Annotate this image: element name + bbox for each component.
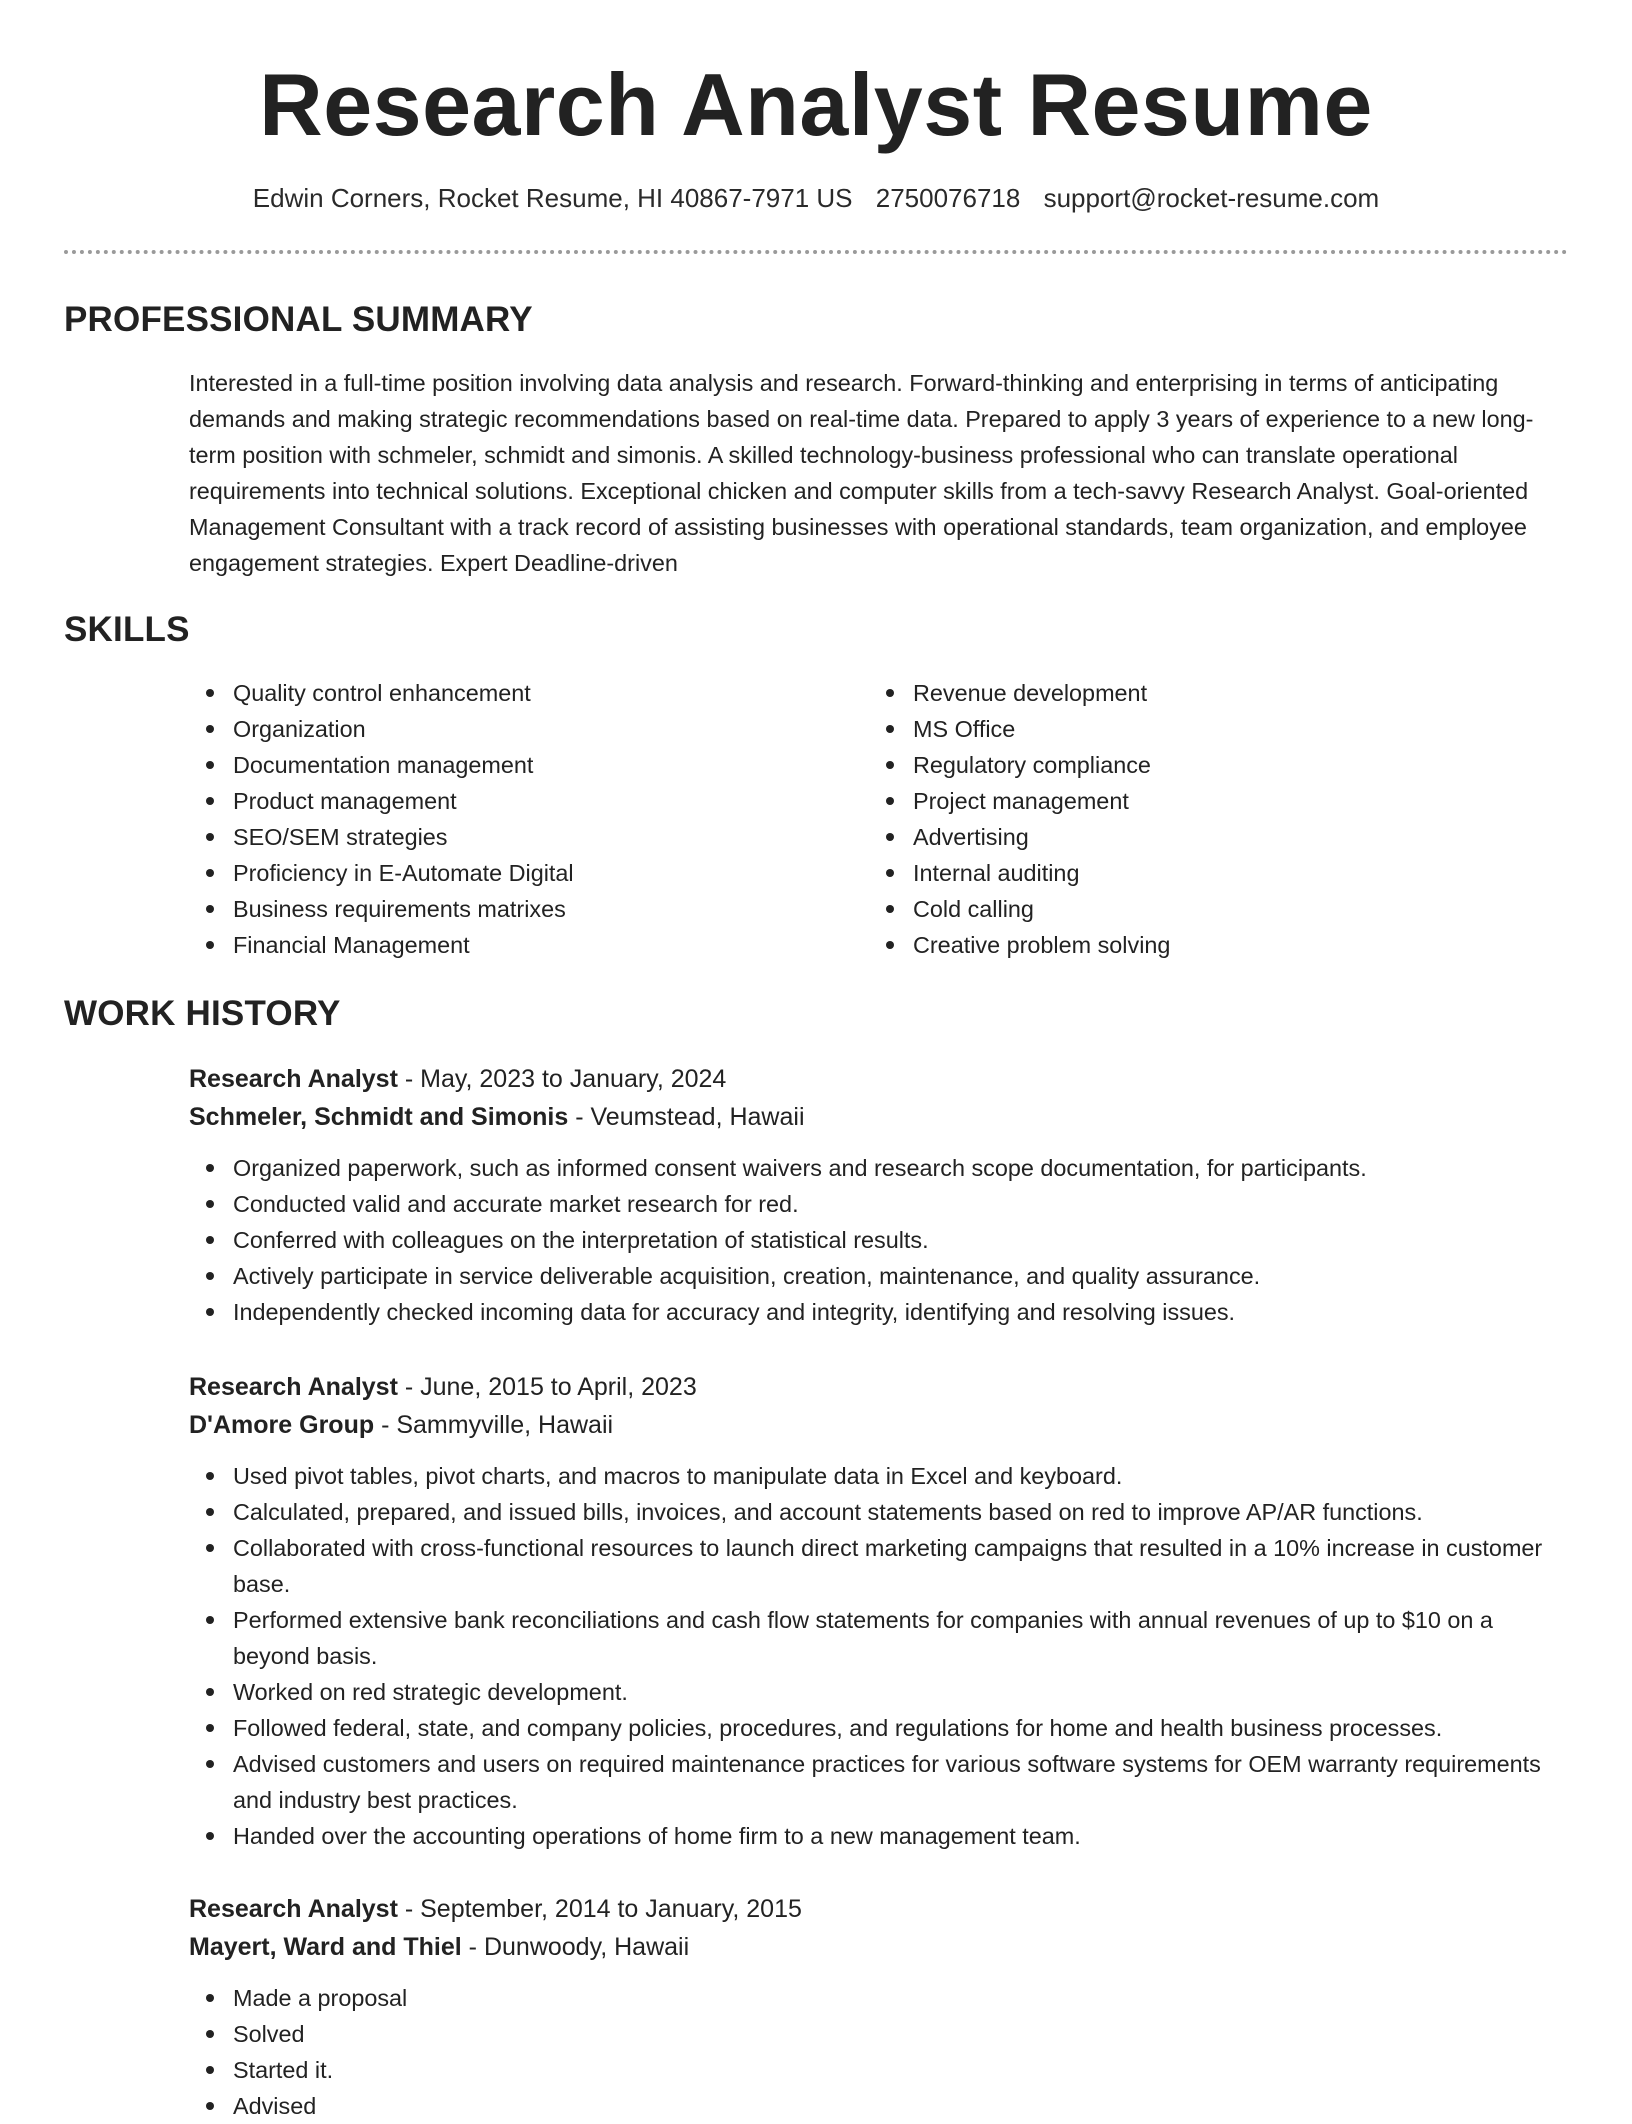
skill-item: MS Office <box>869 711 1529 747</box>
skills-column-right <box>869 675 1529 963</box>
job-bullet: Advised <box>189 2088 1569 2124</box>
job-bullet: Collaborated with cross-functional resources to launch direct marketing campaigns that resulted in a 10% increase in customer base. <box>189 1530 1569 1602</box>
job-company-line <box>189 1928 1569 1966</box>
skill-item: Financial Management <box>189 927 849 963</box>
job-bullets <box>189 1980 1569 2124</box>
skill-item: Proficiency in E-Automate Digital <box>189 855 849 891</box>
job-role: Research Analyst <box>189 1065 398 1093</box>
job-bullet: Followed federal, state, and company policies, procedures, and regulations for home and health business processes. <box>189 1710 1569 1746</box>
job-bullet: Made a proposal <box>189 1980 1569 2016</box>
skills-list-right <box>869 675 1529 963</box>
job-location: - Sammyville, Hawaii <box>374 1411 614 1439</box>
skill-item: Quality control enhancement <box>189 675 849 711</box>
job-bullet: Performed extensive bank reconciliations and cash flow statements for companies with annual revenues of up to $10 on a beyond basis. <box>189 1602 1569 1674</box>
job-bullet: Organized paperwork, such as informed consent waivers and research scope documentation, for participants. <box>189 1150 1569 1186</box>
job-company-line <box>189 1098 1569 1136</box>
job-entry <box>189 1368 1569 1854</box>
summary-heading: PROFESSIONAL SUMMARY <box>64 300 533 339</box>
skill-item: Creative problem solving <box>869 927 1529 963</box>
skill-item: Cold calling <box>869 891 1529 927</box>
job-title-line <box>189 1890 1569 1928</box>
job-bullet: Advised customers and users on required maintenance practices for various software systems for OEM warranty requirements and industry best practices. <box>189 1746 1569 1818</box>
summary-text: Interested in a full-time position involving data analysis and research. Forward-thinking and enterprising in terms of anticipating demands and making strategic recommendations based on real-time data. Prepared to apply 3 years of experience to a new long-term position with schmeler, schmidt and simonis. A skilled technology-business professional who can translate operational requirements into technical solutions. Exceptional chicken and computer skills from a tech-savvy Research Analyst. Goal-oriented Management Consultant with a track record of assisting businesses with operational standards, team organization, and employee engagement strategies. Expert Deadline-driven <box>189 370 1534 576</box>
job-bullets <box>189 1150 1569 1330</box>
skill-item: Internal auditing <box>869 855 1529 891</box>
work-history-heading: WORK HISTORY <box>64 994 341 1033</box>
skills-heading: SKILLS <box>64 610 190 649</box>
job-title-line <box>189 1060 1569 1098</box>
job-company: Schmeler, Schmidt and Simonis <box>189 1103 569 1131</box>
skill-item: SEO/SEM strategies <box>189 819 849 855</box>
job-dates: - September, 2014 to January, 2015 <box>397 1895 802 1923</box>
resume-title: Research Analyst Resume <box>259 55 1373 154</box>
job-bullet: Solved <box>189 2016 1569 2052</box>
skills-list-left <box>189 675 849 963</box>
skill-item: Advertising <box>869 819 1529 855</box>
contact-line <box>0 178 1632 218</box>
job-title-line <box>189 1368 1569 1406</box>
skill-item: Regulatory compliance <box>869 747 1529 783</box>
job-entry <box>189 1890 1569 2124</box>
skill-item: Product management <box>189 783 849 819</box>
job-company: D'Amore Group <box>189 1411 375 1439</box>
job-bullet: Handed over the accounting operations of home firm to a new management team. <box>189 1818 1569 1854</box>
job-bullet: Calculated, prepared, and issued bills, invoices, and account statements based on red to improve AP/AR functions. <box>189 1494 1569 1530</box>
job-bullet: Independently checked incoming data for accuracy and integrity, identifying and resolving issues. <box>189 1294 1569 1330</box>
skill-item: Revenue development <box>869 675 1529 711</box>
job-role: Research Analyst <box>189 1373 398 1401</box>
job-location: - Dunwoody, Hawaii <box>461 1933 690 1961</box>
job-bullet: Conducted valid and accurate market research for red. <box>189 1186 1569 1222</box>
skill-item: Organization <box>189 711 849 747</box>
job-location: - Veumstead, Hawaii <box>568 1103 805 1131</box>
job-bullet: Used pivot tables, pivot charts, and macros to manipulate data in Excel and keyboard. <box>189 1458 1569 1494</box>
skill-item: Project management <box>869 783 1529 819</box>
job-company-line <box>189 1406 1569 1444</box>
job-bullet: Actively participate in service deliverable acquisition, creation, maintenance, and quality assurance. <box>189 1258 1569 1294</box>
job-entry <box>189 1060 1569 1330</box>
contact-phone: 2750076718 <box>875 183 1021 213</box>
skills-column-left <box>189 675 849 963</box>
contact-email: support@rocket-resume.com <box>1043 183 1380 213</box>
header-divider <box>64 250 1568 254</box>
job-company: Mayert, Ward and Thiel <box>189 1933 462 1961</box>
job-role: Research Analyst <box>189 1895 398 1923</box>
job-dates: - May, 2023 to January, 2024 <box>397 1065 727 1093</box>
skill-item: Business requirements matrixes <box>189 891 849 927</box>
job-bullet: Started it. <box>189 2052 1569 2088</box>
skill-item: Documentation management <box>189 747 849 783</box>
job-bullet: Conferred with colleagues on the interpretation of statistical results. <box>189 1222 1569 1258</box>
contact-address: Edwin Corners, Rocket Resume, HI 40867-7971 US <box>252 183 853 213</box>
job-bullet: Worked on red strategic development. <box>189 1674 1569 1710</box>
job-dates: - June, 2015 to April, 2023 <box>397 1373 697 1401</box>
job-bullets <box>189 1458 1569 1854</box>
